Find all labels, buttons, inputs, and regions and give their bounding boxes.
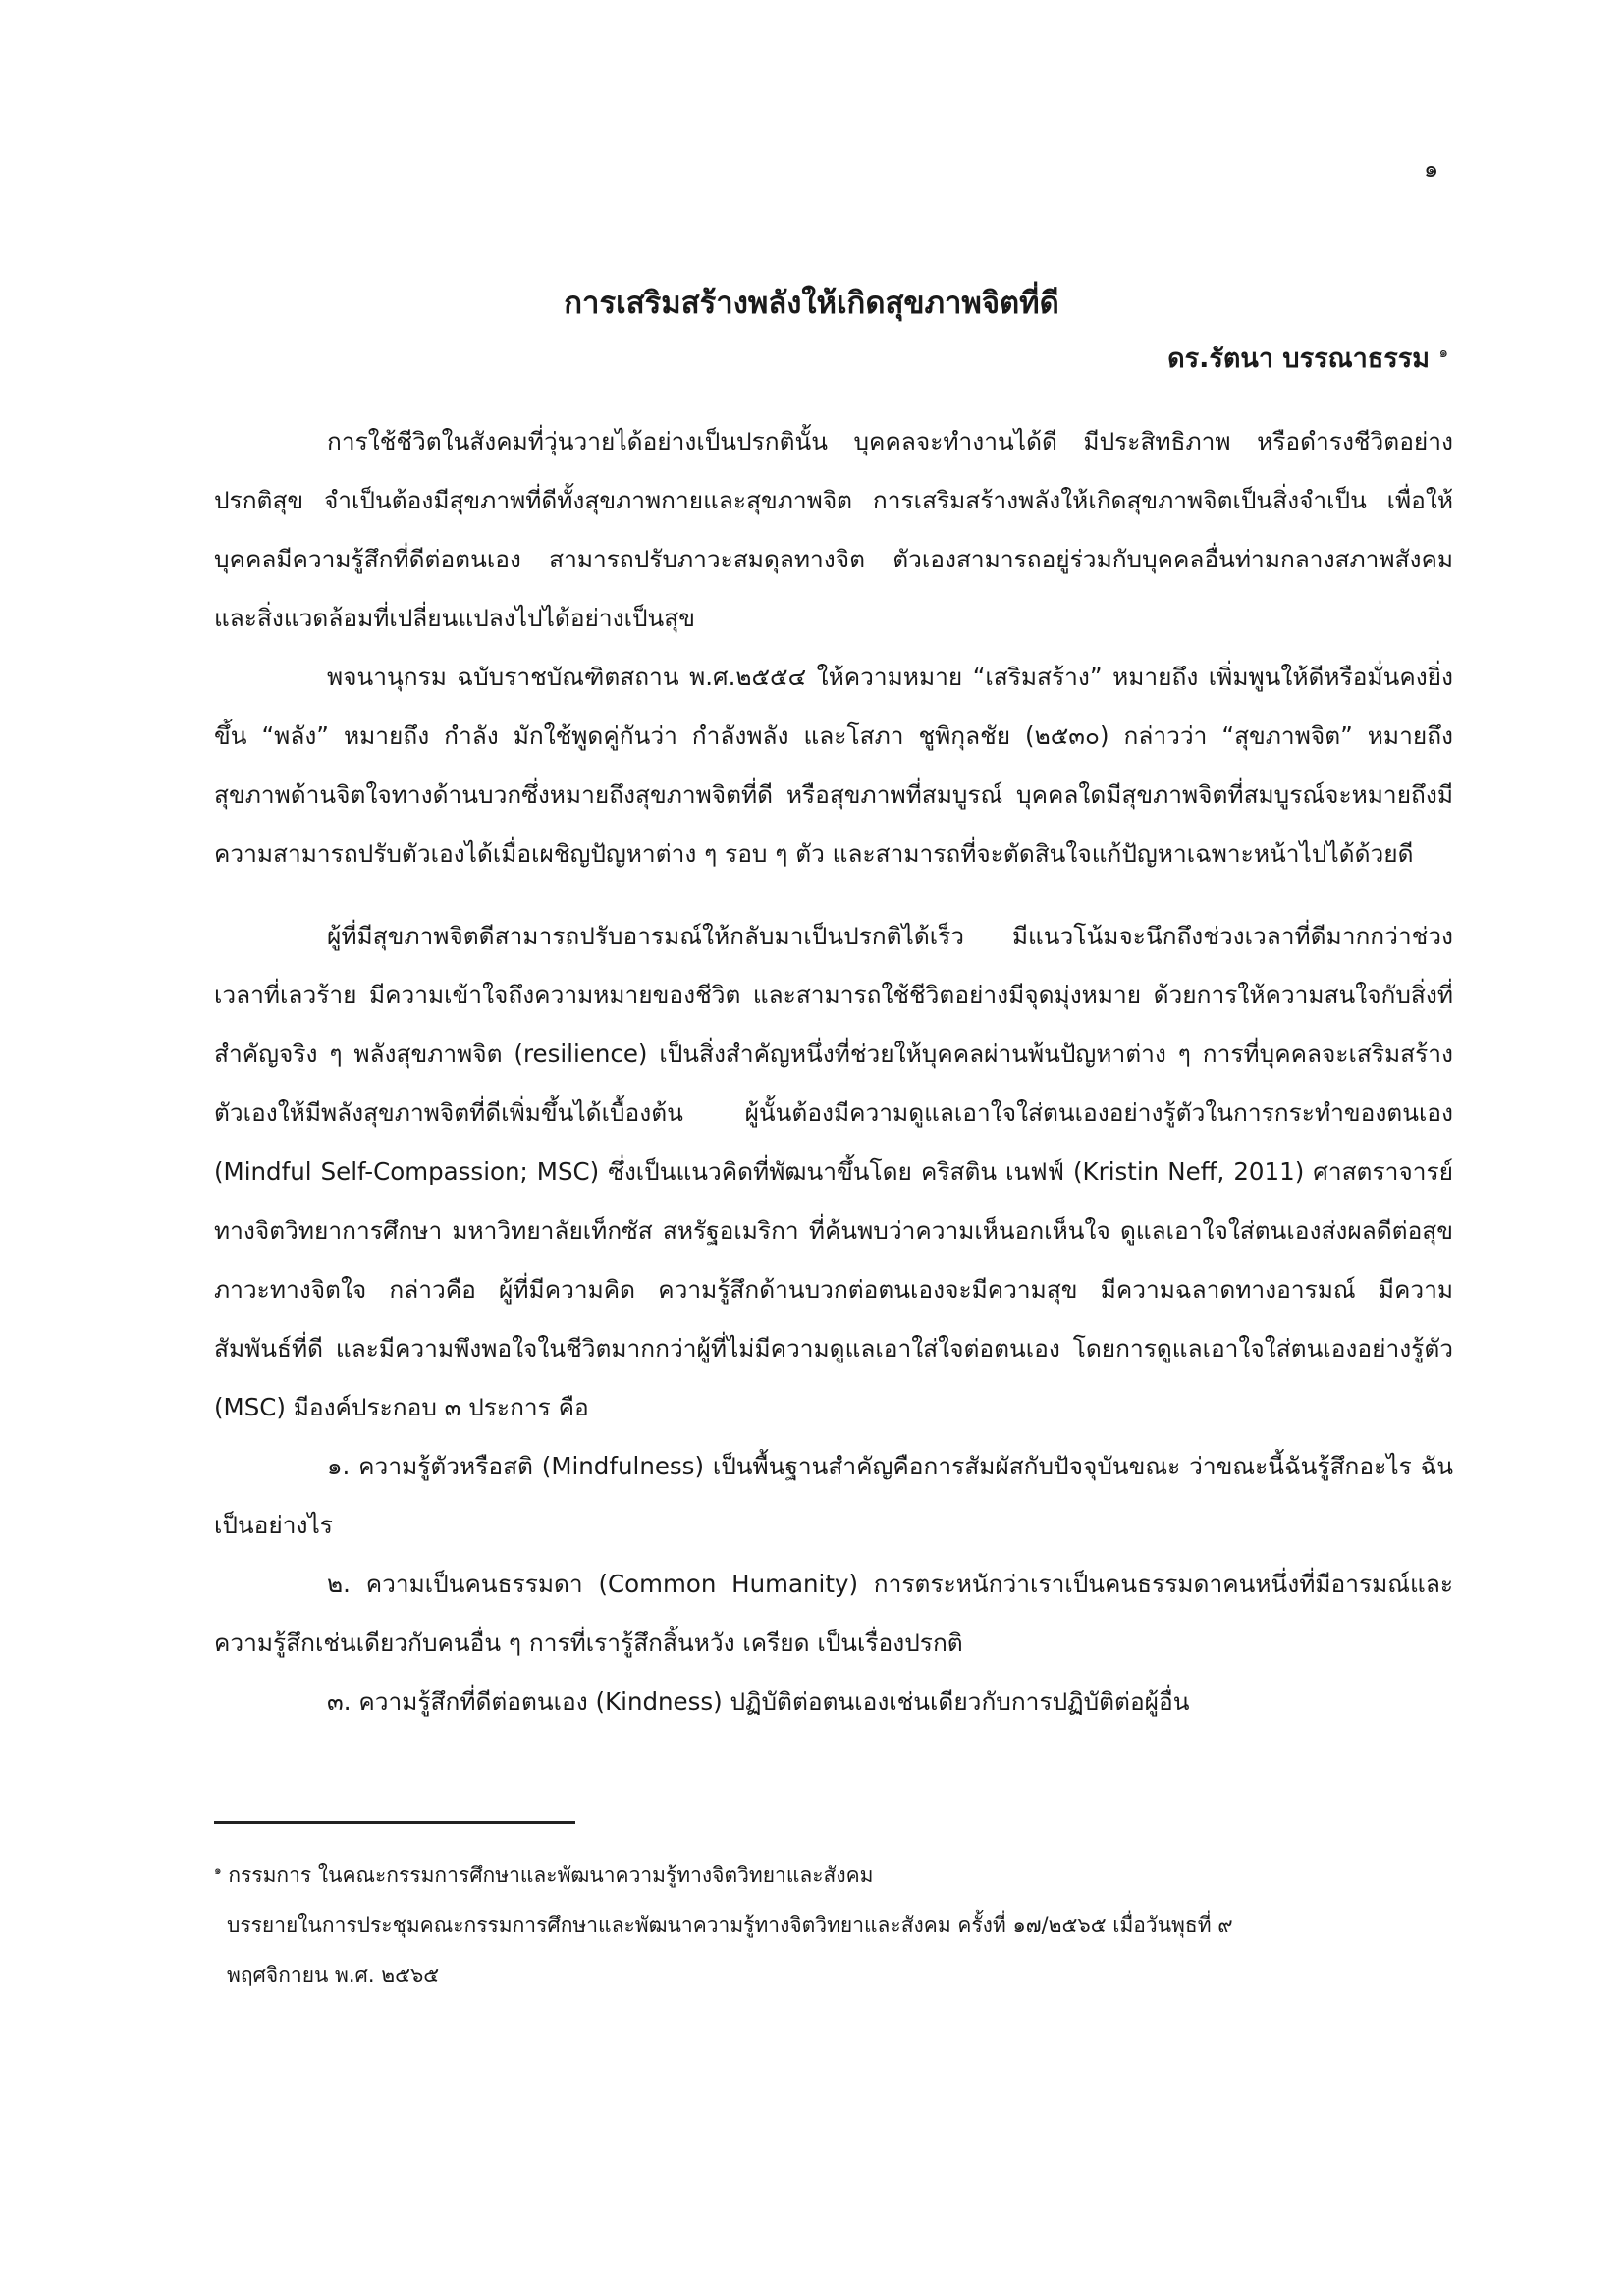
footnote-line-2: บรรยายในการประชุมคณะกรรมการศึกษาและพัฒนาความรู้ทางจิตวิทยาและสังคม ครั้งที่ ๑๗/๒๕๖๕ เมื่อวันพุธที่ ๙ bbox=[227, 1913, 1233, 1937]
footnote-text-1: กรรมการ ในคณะกรรมการศึกษาและพัฒนาความรู้ทางจิตวิทยาและสังคม bbox=[228, 1863, 874, 1887]
footnote-mark: ๑ bbox=[214, 1863, 222, 1877]
document-title: การเสริมสร้างพลังให้เกิดสุขภาพจิตที่ดี bbox=[564, 285, 1059, 321]
list-item-kindness: ๓. ความรู้สึกที่ดีต่อตนเอง (Kindness) ปฏิบัติต่อตนเองเช่นเดียวกับการปฏิบัติต่อผู้อื่น bbox=[327, 1687, 1190, 1716]
paragraph-intro: การใช้ชีวิตในสังคมที่วุ่นวายได้อย่างเป็นปรกตินั้น บุคคลจะทำงานได้ดี มีประสิทธิภาพ หรือดำรงชีวิตอย่างปรกติสุข จำเป็นต้องมีสุขภาพที่ดีทั้งสุขภาพกายและสุขภาพจิต การเสริมสร้างพลังให้เกิดสุขภาพจิตเป็นสิ่งจำเป็น เพื่อให้บุคคลมีความรู้สึกที่ดีต่อตนเอง สามารถปรับภาวะสมดุลทางจิต ตัวเองสามารถอยู่ร่วมกับบุคคลอื่นท่ามกลางสภาพสังคมและสิ่งแวดล้อมที่เปลี่ยนแปลงไปได้อย่างเป็นสุข bbox=[214, 427, 1453, 632]
author-line bbox=[1167, 337, 1448, 379]
document-body bbox=[214, 412, 1453, 1732]
list-item-mindfulness: ๑. ความรู้ตัวหรือสติ (Mindfulness) เป็นพื้นฐานสำคัญคือการสัมผัสกับปัจจุบันขณะ ว่าขณะนี้ฉันรู้สึกอะไร ฉันเป็นอย่างไร bbox=[214, 1452, 1453, 1539]
footnotes bbox=[214, 1845, 1471, 2001]
page-number: ๑ bbox=[1424, 155, 1439, 183]
paragraph-resilience: ผู้ที่มีสุขภาพจิตดีสามารถปรับอารมณ์ให้กลับมาเป็นปรกติได้เร็ว มีแนวโน้มจะนึกถึงช่วงเวลาที่ดีมากกว่าช่วงเวลาที่เลวร้าย มีความเข้าใจถึงความหมายของชีวิต และสามารถใช้ชีวิตอย่างมีจุดมุ่งหมาย ด้วยการให้ความสนใจกับสิ่งที่สำคัญจริง ๆ พลังสุขภาพจิต (resilience) เป็นสิ่งสำคัญหนึ่งที่ช่วยให้บุคคลผ่านพ้นปัญหาต่าง ๆ การที่บุคคลจะเสริมสร้างตัวเองให้มีพลังสุขภาพจิตที่ดีเพิ่มขึ้นได้เบื้องต้น ผู้นั้นต้องมีความดูแลเอาใจใส่ตนเองอย่างรู้ตัวในการกระทำของตนเอง (Mindful Self-Compassion; MSC) ซึ่งเป็นแนวคิดที่พัฒนาขึ้นโดย คริสติน เนฟฟ์ (Kristin Neff, 2011) ศาสตราจารย์ทางจิตวิทยาการศึกษา มหาวิทยาลัยเท็กซัส สหรัฐอเมริกา ที่ค้นพบว่าความเห็นอกเห็นใจ ดูแลเอาใจใส่ตนเองส่งผลดีต่อสุขภาวะทางจิตใจ กล่าวคือ ผู้ที่มีความคิด ความรู้สึกด้านบวกต่อตนเองจะมีความสุข มีความฉลาดทางอารมณ์ มีความสัมพันธ์ที่ดี และมีความพึงพอใจในชีวิตมากกว่าผู้ที่ไม่มีความดูแลเอาใส่ใจต่อตนเอง โดยการดูแลเอาใจใส่ตนเองอย่างรู้ตัว (MSC) มีองค์ประกอบ ๓ ประการ คือ bbox=[214, 922, 1453, 1421]
paragraph-definitions: พจนานุกรม ฉบับราชบัณฑิตสถาน พ.ศ.๒๕๕๔ ให้ความหมาย “เสริมสร้าง” หมายถึง เพิ่มพูนให้ดีหรือมั่นคงยิ่งขึ้น “พลัง” หมายถึง กำลัง มักใช้พูดคู่กันว่า กำลังพลัง และโสภา ชูพิกุลชัย (๒๕๓๐) กล่าวว่า “สุขภาพจิต” หมายถึง สุขภาพด้านจิตใจทางด้านบวกซึ่งหมายถึงสุขภาพจิตที่ดี หรือสุขภาพที่สมบูรณ์ บุคคลใดมีสุขภาพจิตที่สมบูรณ์จะหมายถึงมีความสามารถปรับตัวเองได้เมื่อเผชิญปัญหาต่าง ๆ รอบ ๆ ตัว และสามารถที่จะตัดสินใจแก้ปัญหาเฉพาะหน้าไปได้ด้วยดี bbox=[214, 663, 1453, 868]
footnote-divider bbox=[214, 1821, 575, 1824]
author-footnote-mark: ๑ bbox=[1438, 344, 1448, 361]
author-name: ดร.รัตนา บรรณาธรรม bbox=[1167, 344, 1431, 374]
footnote-line-1 bbox=[214, 1845, 1471, 1900]
list-item-common-humanity: ๒. ความเป็นคนธรรมดา (Common Humanity) การตระหนักว่าเราเป็นคนธรรมดาคนหนึ่งที่มีอารมณ์และความรู้สึกเช่นเดียวกับคนอื่น ๆ การที่เรารู้สึกสิ้นหวัง เครียด เป็นเรื่องปรกติ bbox=[214, 1570, 1453, 1657]
footnote-line-3: พฤศจิกายน พ.ศ. ๒๕๖๕ bbox=[227, 1963, 440, 1987]
